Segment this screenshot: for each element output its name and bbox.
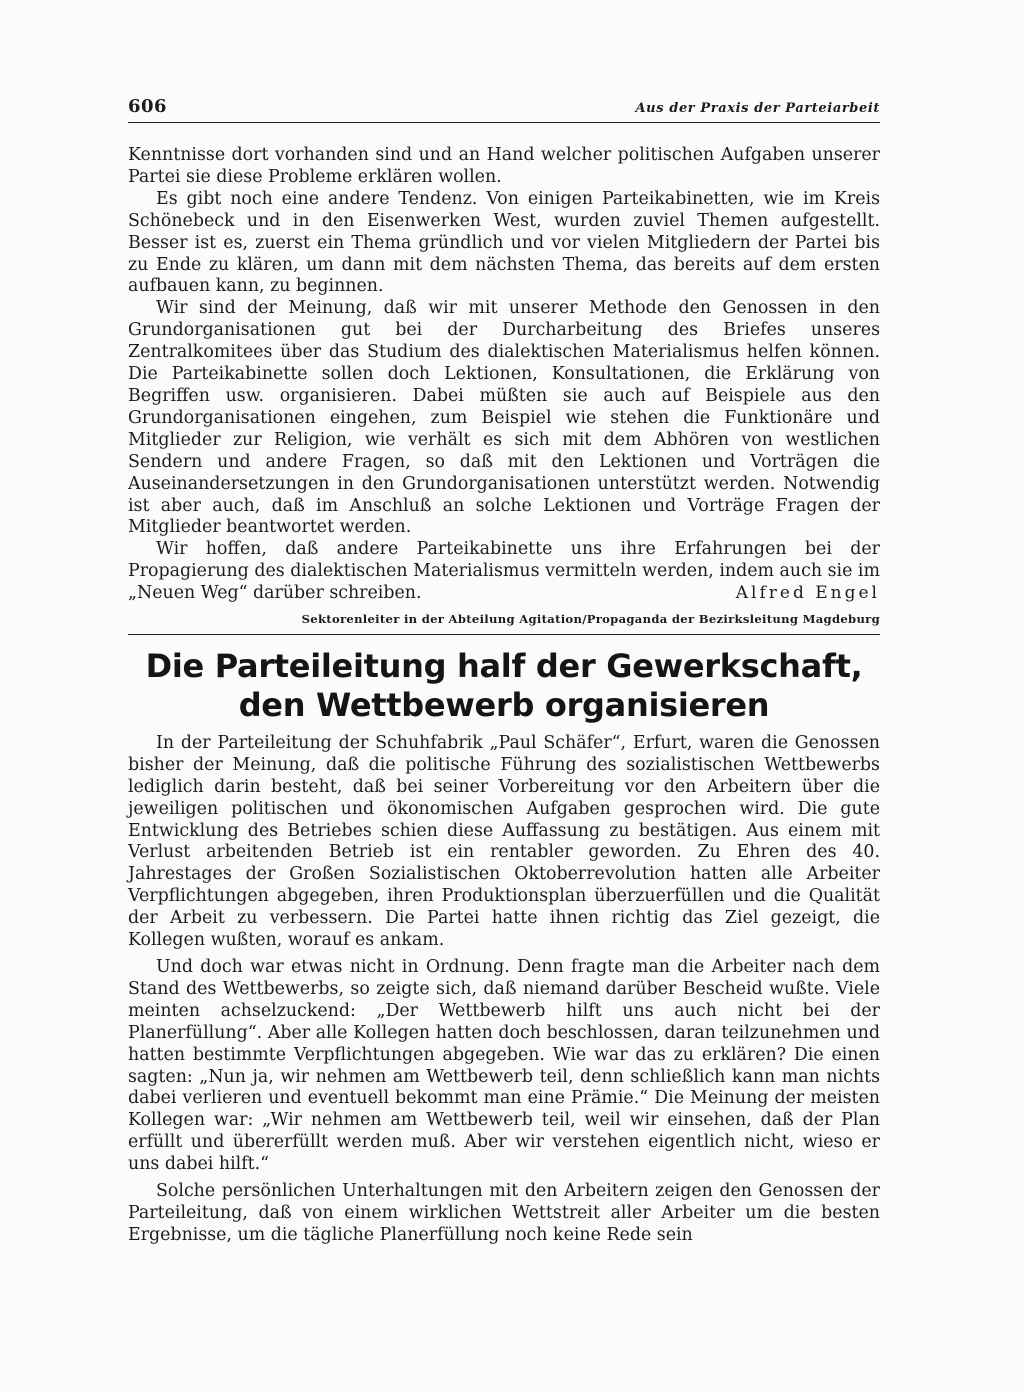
paragraph: Wir sind der Meinung, daß wir mit unserer Methode den Genossen in den Grundorganisationen gut bei der Durcharbeitung des Briefes unseres Zentralkomitees über das Studium des dialektischen Materialismus helfen können. Die Parteikabinette sollen doch Lektionen, Konsultationen, die Erklärung von Begriffen usw. organisieren. Dabei müßten sie auch auf Beispiele aus den Grundorganisationen eingehen, zum Beispiel wie stehen die Funktionäre und Mitglieder zur Religion, wie verhält es sich mit dem Abhören von westlichen Sendern und andere Fragen, so daß mit den Lektionen und Vorträgen die Auseinandersetzungen in den Grundorganisationen unterstützt werden. Notwendig ist aber auch, daß im Anschluß an solche Lektionen und Vorträge Fragen der Mitglieder beantwortet werden. (128, 298, 880, 538)
document-page (128, 96, 880, 1247)
article-body (128, 733, 880, 1247)
paragraph-text: Wir hoffen, daß andere Parteikabinette uns ihre Erfahrungen bei der Propagierung des dialektischen Materialismus vermitteln werden, indem auch sie im „Neuen Weg“ darüber schreiben. (128, 539, 880, 604)
article-title-line-1: Die Parteileitung half der Gewerkschaft, (145, 646, 863, 685)
section-rule (128, 634, 880, 635)
article-title (128, 647, 880, 725)
paragraph: Es gibt noch eine andere Tendenz. Von einigen Parteikabinetten, wie im Kreis Schönebeck und in den Eisenwerken West, wurden zuviel Themen aufgestellt. Besser ist es, zuerst ein Thema gründlich und vor vielen Mitgliedern der Partei bis zu Ende zu klären, um dann mit dem nächsten Thema, das bereits auf dem ersten aufbauen kann, zu beginnen. (128, 188, 880, 297)
author-signature: Alfred Engel (735, 583, 880, 604)
paragraph: In der Parteileitung der Schuhfabrik „Paul Schäfer“, Erfurt, waren die Genossen bisher der Meinung, daß die politische Führung des sozialistischen Wettbewerbs lediglich darin besteht, daß bei seiner Vorbereitung vor den Arbeitern über die jeweiligen politischen und ökonomischen Aufgaben gesprochen wird. Die gute Entwicklung des Betriebes schien diese Auffassung zu bestätigen. Aus einem mit Verlust arbeitenden Betrieb ist ein rentabler geworden. Zu Ehren des 40. Jahrestages der Großen Sozialistischen Oktoberrevolution hatten alle Arbeiter Verpflichtungen abgegeben, ihren Produktionsplan überzuerfüllen und die Qualität der Arbeit zu verbessern. Die Partei hatte ihnen richtig das Ziel gezeigt, die Kollegen wußten, worauf es ankam. (128, 732, 880, 951)
header-rule (128, 122, 880, 123)
page-header (128, 96, 880, 120)
paragraph: Kenntnisse dort vorhanden sind und an Hand welcher politischen Aufgaben unserer Partei sie diese Probleme erklären wollen. (128, 145, 880, 187)
running-head: Aus der Praxis der Parteiarbeit (635, 101, 880, 116)
author-affiliation: Sektorenleiter in der Abteilung Agitation/Propaganda der Bezirksleitung Magdeburg (301, 612, 880, 627)
paragraph: Solche persönlichen Unterhaltungen mit den Arbeitern zeigen den Genossen der Parteileitung, daß von einem wirklichen Wettstreit aller Arbeiter um die besten Ergebnisse, um die tägliche Planerfüllung noch keine Rede sein (128, 1181, 880, 1245)
paragraph: Und doch war etwas nicht in Ordnung. Denn fragte man die Arbeiter nach dem Stand des Wettbewerbs, so zeigte sich, daß niemand darüber Bescheid wußte. Viele meinten achselzuckend: „Der Wettbewerb hilft uns auch nicht bei der Planerfüllung“. Aber alle Kollegen hatten doch beschlossen, daran teilzunehmen und hatten bestimmte Verpflichtungen abgegeben. Wie war das zu erklären? Die einen sagten: „Nun ja, wir nehmen am Wettbewerb teil, denn schließlich kann man nichts dabei verlieren und eventuell bekommt man eine Prämie.“ Die Meinung der meisten Kollegen war: „Wir nehmen am Wettbewerb teil, weil wir einsehen, daß der Plan erfüllt und übererfüllt werden muß. Aber wir verstehen eigentlich nicht, wieso er uns dabei hilft.“ (128, 957, 880, 1175)
article-title-line-2: den Wettbewerb organisieren (238, 685, 770, 724)
paragraph (128, 539, 880, 605)
page-number: 606 (128, 96, 168, 117)
previous-article-text (128, 145, 880, 631)
